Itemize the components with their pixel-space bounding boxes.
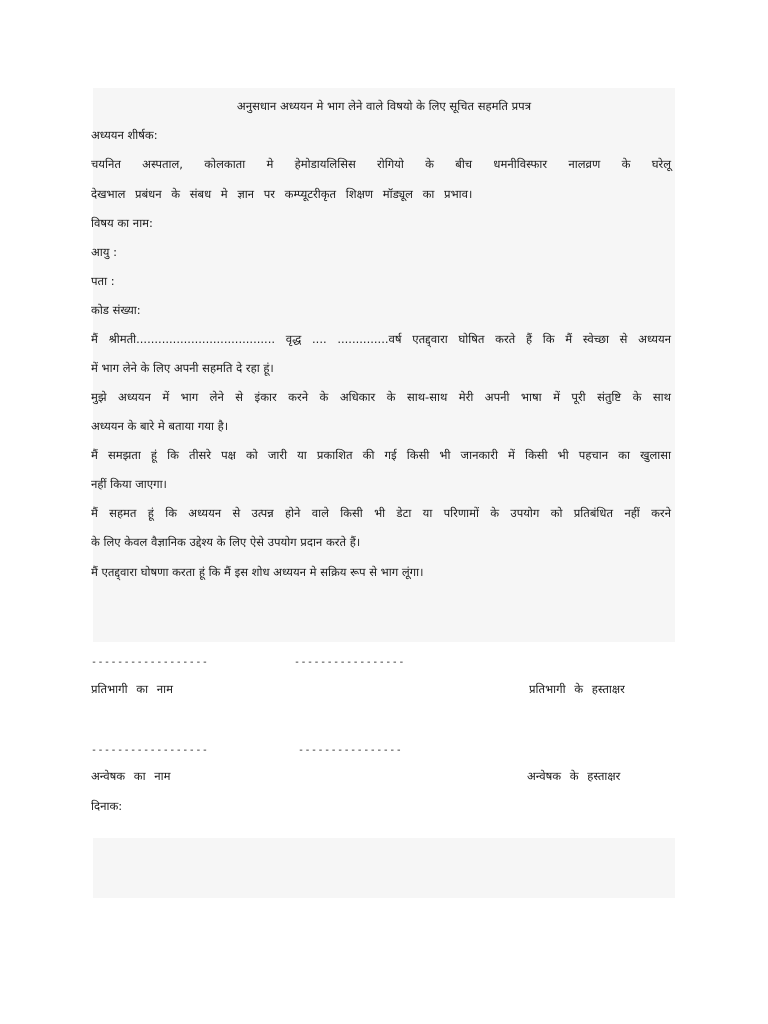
participant-signature-label: प्रतिभागी के हस्ताक्षर	[529, 682, 625, 696]
participant-name-blank: ------------------	[91, 657, 209, 668]
footer-background	[93, 838, 675, 898]
paragraph-5-line-1: मैं एतद्द्वारा घोषणा करता हूं कि मैं इस शोध अध्ययन मे सक्रिय रूप से भाग लूंगा।	[91, 565, 424, 579]
paragraph-2-line-1: मुझे अध्ययन में भाग लेने से इंकार करने के अधिकार के साथ-साथ मेरी अपनी भाषा में पूरी संतुष्टि के साथ	[91, 390, 671, 404]
participant-signature-blank: -----------------	[294, 657, 405, 668]
age-label: आयु :	[91, 245, 117, 259]
declaration-line-2: में भाग लेने के लिए अपनी सहमति दे रहा हूं।	[91, 361, 274, 375]
study-title-line-1: चयनित अस्पताल, कोलकाता मे हेमोडायलिसिस रोगियो के बीच धमनीविस्फार नालव्रण के घरेलू	[91, 157, 671, 171]
declaration-line-1: मैं श्रीमती...................................... वृद्ध .... ..............वर्ष एतद्द्वारा घोषित करते हैं कि मैं स्वेच्छा से अध्ययन	[91, 332, 671, 346]
date-label: दिनाक:	[91, 799, 123, 813]
paragraph-3-line-1: मैं समझता हूं कि तीसरे पक्ष को जारी या प्रकाशित की गई किसी भी जानकारी में किसी भी पहचान का खुलासा	[91, 448, 671, 462]
study-title-line-2: देखभाल प्रबंधन के संबध मे ज्ञान पर कम्प्यूटरीकृत शिक्षण मॉड्यूल का प्रभाव।	[91, 187, 473, 201]
paragraph-4-line-1: मैं सहमत हूं कि अध्ययन से उत्पन्न होने वाले किसी भी डेटा या परिणामों के उपयोग को प्रतिबंधित नहीं करने	[91, 506, 671, 520]
investigator-signature-blank: ----------------	[298, 745, 403, 756]
study-title-label: अध्ययन शीर्षक:	[91, 128, 158, 142]
participant-name-label: प्रतिभागी का नाम	[91, 682, 173, 696]
subject-name-label: विषय का नाम:	[91, 216, 153, 230]
investigator-signature-label: अन्वेषक के हस्ताक्षर	[527, 769, 621, 783]
paragraph-4-line-2: के लिए केवल वैज्ञानिक उद्देश्य के लिए ऐसे उपयोग प्रदान करते हैं।	[91, 535, 361, 549]
address-label: पता :	[91, 274, 115, 288]
paragraph-3-line-2: नहीं किया जाएगा।	[91, 477, 167, 491]
form-title: अनुसधान अध्ययन मे भाग लेने वाले विषयो के लिए सूचित सहमति प्रपत्र	[236, 99, 532, 113]
paragraph-2-line-2: अध्ययन के बारे मे बताया गया है।	[91, 419, 229, 433]
investigator-name-blank: ------------------	[91, 745, 209, 756]
code-number-label: कोड संख्या:	[91, 303, 141, 317]
investigator-name-label: अन्वेषक का नाम	[91, 769, 171, 783]
